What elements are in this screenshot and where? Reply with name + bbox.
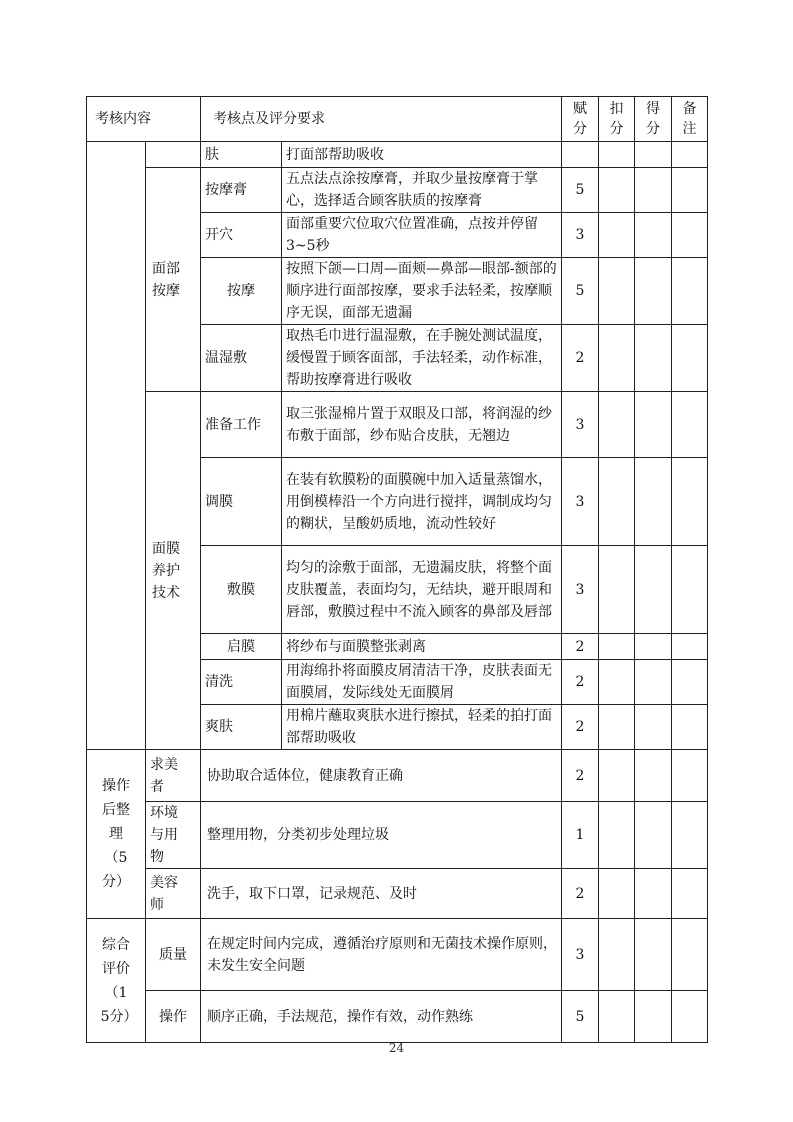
group-label-facial-massage xyxy=(146,168,201,392)
item-cell: 启膜 xyxy=(201,634,282,660)
deduct-cell xyxy=(599,325,635,392)
score-cell xyxy=(635,258,672,325)
score-cell xyxy=(635,546,672,634)
table-row xyxy=(87,919,708,991)
remark-cell xyxy=(672,458,708,546)
desc-cell: 整理用物，分类初步处理垃圾 xyxy=(201,802,562,869)
desc-cell: 均匀的涂敷于面部，无遗漏皮肤，将整个面皮肤覆盖，表面均匀，无结块，避开眼周和唇部，敷膜过程中不流入顾客的鼻部及唇部 xyxy=(282,546,562,634)
points-cell: 3 xyxy=(562,213,599,258)
score-cell xyxy=(635,802,672,869)
desc-cell: 用棉片蘸取爽肤水进行擦拭，轻柔的拍打面部帮助吸收 xyxy=(282,705,562,750)
remark-cell xyxy=(672,392,708,458)
points-cell: 3 xyxy=(562,458,599,546)
remark-cell xyxy=(672,919,708,991)
header-content: 考核内容 xyxy=(87,97,201,142)
header-assign: 赋 分 xyxy=(562,97,599,142)
item-cell: 爽肤 xyxy=(201,705,282,750)
deduct-cell xyxy=(599,258,635,325)
deduct-cell xyxy=(599,750,635,802)
desc-cell: 在装有软膜粉的面膜碗中加入适量蒸馏水，用倒模棒沿一个方向进行搅拌，调制成均匀的糊状，呈酸奶质地，流动性较好 xyxy=(282,458,562,546)
points-cell: 5 xyxy=(562,168,599,213)
remark-cell xyxy=(672,705,708,750)
table-row xyxy=(87,991,708,1043)
desc-cell: 打面部帮助吸收 xyxy=(282,142,562,168)
score-cell xyxy=(635,660,672,705)
item-text: 环境与用物 xyxy=(150,805,178,865)
group-label-text: 面部按摩 xyxy=(152,260,180,299)
desc-cell: 面部重要穴位取穴位置准确，点按并停留3~5秒 xyxy=(282,213,562,258)
deduct-cell xyxy=(599,213,635,258)
desc-cell: 协助取合适体位，健康教育正确 xyxy=(201,750,562,802)
points-cell: 2 xyxy=(562,634,599,660)
item-cell: 温湿敷 xyxy=(201,325,282,392)
page-number: 24 xyxy=(388,1041,405,1055)
points-cell: 3 xyxy=(562,919,599,991)
remark-cell xyxy=(672,325,708,392)
deduct-cell xyxy=(599,168,635,213)
item-cell: 按摩膏 xyxy=(201,168,282,213)
score-cell xyxy=(635,325,672,392)
group-label-overall xyxy=(87,919,146,1043)
table-row xyxy=(87,750,708,802)
header-deduct: 扣 分 xyxy=(599,97,635,142)
deduct-cell xyxy=(599,869,635,919)
desc-cell: 五点法点涂按摩膏，并取少量按摩膏于掌心，选择适合顾客肤质的按摩膏 xyxy=(282,168,562,213)
score-cell xyxy=(635,634,672,660)
item-text: 美容师 xyxy=(150,874,178,913)
deduct-cell xyxy=(599,991,635,1043)
desc-cell: 在规定时间内完成，遵循治疗原则和无菌技术操作原则，未发生安全问题 xyxy=(201,919,562,991)
desc-cell: 取热毛巾进行温湿敷，在手腕处测试温度，缓慢置于顾客面部，手法轻柔，动作标准，帮助按摩膏进行吸收 xyxy=(282,325,562,392)
remark-cell xyxy=(672,991,708,1043)
desc-cell: 顺序正确，手法规范，操作有效，动作熟练 xyxy=(201,991,562,1043)
remark-cell xyxy=(672,869,708,919)
points-cell: 3 xyxy=(562,546,599,634)
item-cell: 操作 xyxy=(146,991,201,1043)
item-cell: 敷膜 xyxy=(201,546,282,634)
item-cell: 准备工作 xyxy=(201,392,282,458)
remark-cell xyxy=(672,750,708,802)
desc-cell: 用海绵扑将面膜皮屑清洁干净，皮肤表面无面膜屑，发际线处无面膜屑 xyxy=(282,660,562,705)
deduct-cell xyxy=(599,660,635,705)
score-cell xyxy=(635,705,672,750)
item-cell: 开穴 xyxy=(201,213,282,258)
header-requirements: 考核点及评分要求 xyxy=(201,97,562,142)
score-cell xyxy=(635,458,672,546)
item-cell: 质量 xyxy=(146,919,201,991)
item-cell xyxy=(146,750,201,802)
deduct-cell xyxy=(599,705,635,750)
table-row xyxy=(87,869,708,919)
remark-cell xyxy=(672,802,708,869)
points-cell: 2 xyxy=(562,325,599,392)
remark-cell xyxy=(672,142,708,168)
item-cell: 肤 xyxy=(201,142,282,168)
score-cell xyxy=(635,213,672,258)
item-cell: 按摩 xyxy=(201,258,282,325)
group-label-post-op xyxy=(87,750,146,919)
table-row xyxy=(87,802,708,869)
desc-cell: 取三张湿棉片置于双眼及口部，将润湿的纱布敷于面部，纱布贴合皮肤，无翘边 xyxy=(282,392,562,458)
points-cell: 2 xyxy=(562,750,599,802)
deduct-cell xyxy=(599,802,635,869)
desc-cell: 洗手，取下口罩，记录规范、及时 xyxy=(201,869,562,919)
score-cell xyxy=(635,991,672,1043)
remark-cell xyxy=(672,660,708,705)
remark-cell xyxy=(672,213,708,258)
group-blank-cell xyxy=(87,142,146,750)
deduct-cell xyxy=(599,458,635,546)
deduct-cell xyxy=(599,546,635,634)
table-row xyxy=(87,168,708,213)
points-cell: 2 xyxy=(562,705,599,750)
subgroup-blank-cell xyxy=(146,142,201,168)
score-cell xyxy=(635,142,672,168)
remark-cell xyxy=(672,546,708,634)
desc-cell: 将纱布与面膜整张剥离 xyxy=(282,634,562,660)
remark-cell xyxy=(672,634,708,660)
item-cell: 调膜 xyxy=(201,458,282,546)
item-cell xyxy=(146,802,201,869)
scoring-table xyxy=(86,96,708,1043)
points-cell: 2 xyxy=(562,660,599,705)
header-row xyxy=(87,97,708,142)
item-text: 求美者 xyxy=(150,756,178,795)
points-cell: 5 xyxy=(562,991,599,1043)
score-cell xyxy=(635,750,672,802)
points-cell: 2 xyxy=(562,869,599,919)
table-row xyxy=(87,142,708,168)
score-cell xyxy=(635,919,672,991)
remark-cell xyxy=(672,258,708,325)
item-cell: 清洗 xyxy=(201,660,282,705)
deduct-cell xyxy=(599,919,635,991)
points-cell: 3 xyxy=(562,392,599,458)
remark-cell xyxy=(672,168,708,213)
group-label-mask-care xyxy=(146,392,201,750)
header-score: 得 分 xyxy=(635,97,672,142)
group-label-text: 面膜养护技术 xyxy=(152,540,180,601)
group-label-text: 综合评价（15分） xyxy=(100,936,138,1025)
deduct-cell xyxy=(599,142,635,168)
deduct-cell xyxy=(599,392,635,458)
header-remark: 备 注 xyxy=(672,97,708,142)
table-row xyxy=(87,392,708,458)
points-cell: 1 xyxy=(562,802,599,869)
points-cell: 5 xyxy=(562,258,599,325)
desc-cell: 按照下颌—口周—面颊—鼻部—眼部-额部的顺序进行面部按摩，要求手法轻柔，按摩顺序无误，面部无遗漏 xyxy=(282,258,562,325)
item-cell xyxy=(146,869,201,919)
deduct-cell xyxy=(599,634,635,660)
score-cell xyxy=(635,869,672,919)
score-cell xyxy=(635,168,672,213)
points-cell xyxy=(562,142,599,168)
score-cell xyxy=(635,392,672,458)
group-label-text: 操作后整理（5分） xyxy=(101,778,130,890)
